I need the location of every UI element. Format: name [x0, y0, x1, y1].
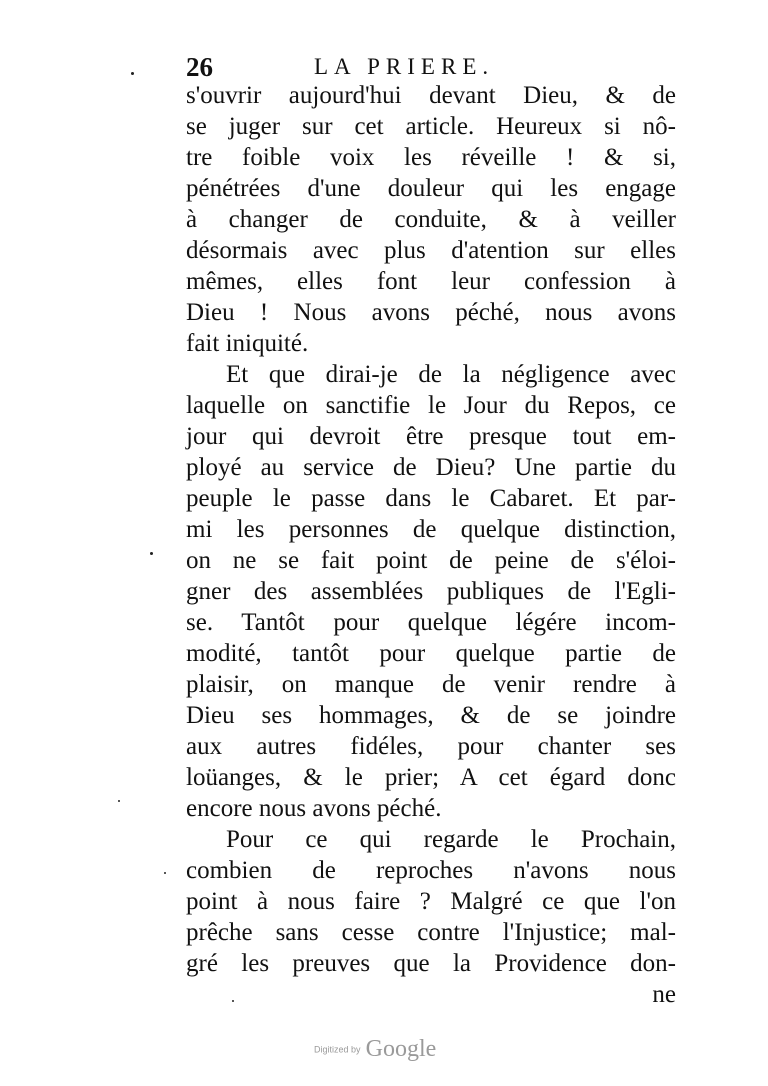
- text-line: Dieu ses hommages, & de se joindre: [186, 702, 676, 729]
- text-line: peuple le passe dans le Cabaret. Et par-: [186, 485, 676, 512]
- text-line: se juger sur cet article. Heureux si nô-: [186, 113, 676, 140]
- text-line: gner des assemblées publiques de l'Egli-: [186, 578, 676, 605]
- text-line: tre foible voix les réveille ! & si,: [186, 144, 676, 171]
- text-line: pénétrées d'une douleur qui les engage: [186, 175, 676, 202]
- text-line: laquelle on sanctifie le Jour du Repos, ce: [186, 392, 676, 419]
- text-line: prêche sans cesse contre l'Injustice; mal-: [186, 919, 676, 946]
- text-line: point à nous faire ? Malgré ce que l'on: [186, 888, 676, 915]
- ink-speck: [164, 872, 166, 874]
- body-text: [186, 80, 676, 1010]
- catchword: ne: [652, 981, 676, 1008]
- google-logo: Google: [365, 1036, 437, 1062]
- text-line: se. Tantôt pour quelque légére incom-: [186, 609, 676, 636]
- text-line: mi les personnes de quelque distinction,: [186, 516, 676, 543]
- text-line: mêmes, elles font leur confession à: [186, 268, 676, 295]
- ink-speck: [131, 72, 134, 75]
- text-line: Pour ce qui regarde le Prochain,: [226, 826, 676, 853]
- text-line: on ne se fait point de peine de s'éloi-: [186, 547, 676, 574]
- text-line: désormais avec plus d'atention sur elles: [186, 237, 676, 264]
- ink-speck: [118, 800, 120, 802]
- ink-speck: [232, 1000, 234, 1002]
- digitized-by-label: Digitized by: [314, 1044, 361, 1055]
- text-line: à changer de conduite, & à veiller: [186, 206, 676, 233]
- text-line: Et que dirai-je de la négligence avec: [226, 361, 676, 388]
- text-line: fait iniquité.: [186, 330, 309, 357]
- text-line: modité, tantôt pour quelque partie de: [186, 640, 676, 667]
- text-line: gré les preuves que la Providence don-: [186, 950, 676, 977]
- digitized-by-google-watermark: [314, 1036, 436, 1066]
- running-title: LA PRIERE.: [314, 54, 495, 79]
- text-line: encore nous avons péché.: [186, 795, 442, 822]
- text-line: aux autres fidéles, pour chanter ses: [186, 733, 676, 760]
- page-number: 26: [186, 52, 213, 82]
- text-line: Dieu ! Nous avons péché, nous avons: [186, 299, 676, 326]
- text-line: plaisir, on manque de venir rendre à: [186, 671, 676, 698]
- text-line: jour qui devroit être presque tout em-: [186, 423, 676, 450]
- text-line: ployé au service de Dieu? Une partie du: [186, 454, 676, 481]
- ink-speck: [150, 552, 153, 555]
- text-line: loüanges, & le prier; A cet égard donc: [186, 764, 676, 791]
- text-line: combien de reproches n'avons nous: [186, 857, 676, 884]
- text-line: s'ouvrir aujourd'hui devant Dieu, & de: [186, 82, 676, 109]
